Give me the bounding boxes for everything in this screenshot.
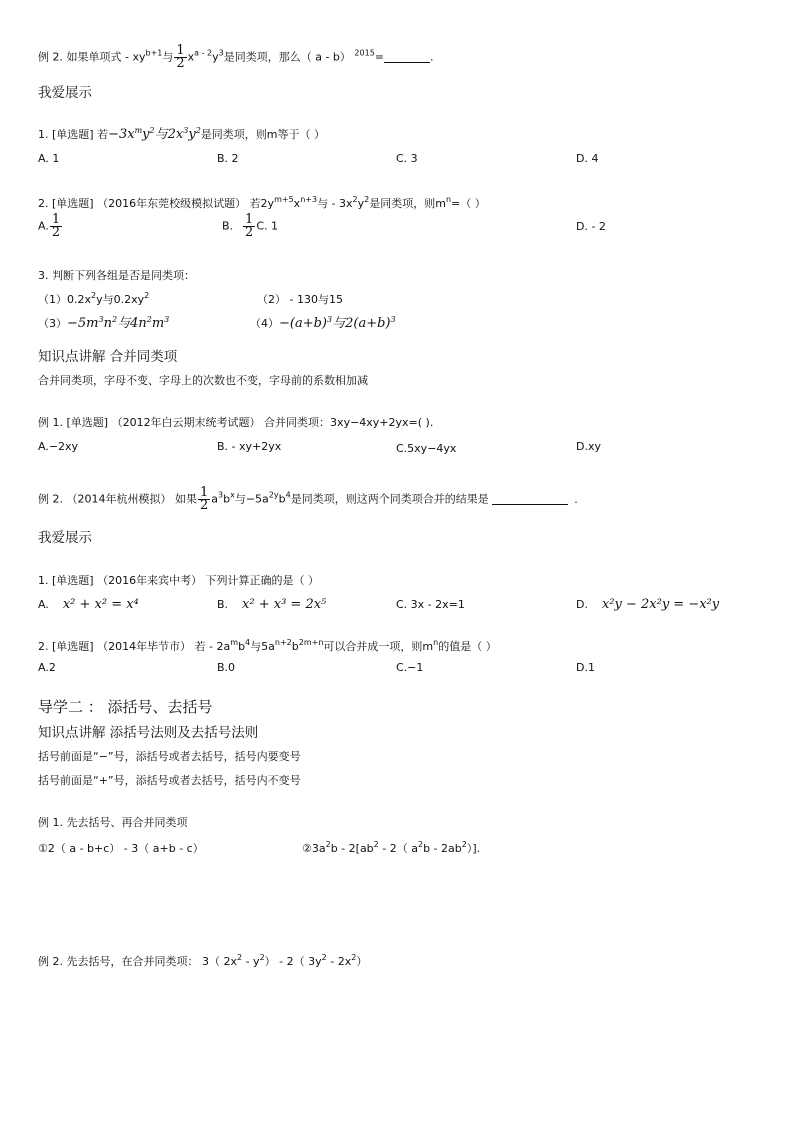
text: 是同类项，则m xyxy=(369,197,446,210)
exercise-2 xyxy=(302,841,480,857)
text: . xyxy=(574,492,578,506)
math: y xyxy=(142,127,150,142)
superscript: a - 2 xyxy=(194,48,213,58)
option-d[interactable]: D. 4 xyxy=(576,152,599,165)
superscript: m xyxy=(230,638,239,647)
text: y xyxy=(357,197,365,210)
text: x xyxy=(187,50,195,64)
example-2-merge xyxy=(38,487,578,512)
fraction xyxy=(243,214,255,239)
option-label: B. xyxy=(217,598,229,611)
numerator: 1 xyxy=(51,212,61,227)
superscript: 4 xyxy=(285,490,291,500)
superscript: 2015 xyxy=(354,48,375,58)
question-3-title: 3. 判断下列各组是否是同类项： xyxy=(38,269,195,282)
superscript: 2 xyxy=(351,953,357,962)
option-a[interactable] xyxy=(38,214,63,239)
superscript: 2 xyxy=(417,840,424,849)
superscript: 2 xyxy=(111,315,118,324)
q3-item-2: （2） - 130与15 xyxy=(257,293,343,306)
superscript: 3 xyxy=(98,315,104,324)
text: 与−5a xyxy=(234,492,269,506)
numerator: 1 xyxy=(199,485,209,500)
guide-heading: 导学二 ： 添括号、去括号 xyxy=(38,698,213,716)
text: ）]. xyxy=(466,842,481,855)
text: - y xyxy=(242,955,260,968)
superscript: x xyxy=(230,490,235,500)
option-c[interactable]: C. 1 xyxy=(256,219,279,233)
superscript: 3 xyxy=(164,315,170,324)
math: m xyxy=(151,316,165,331)
superscript: b+1 xyxy=(145,48,163,58)
option-c[interactable]: C.−1 xyxy=(396,661,424,674)
text: = xyxy=(374,50,384,64)
superscript: n+3 xyxy=(300,195,318,204)
option-a[interactable]: A.−2xy xyxy=(38,440,79,453)
exercise-1: ①2（ a - b+c） - 3（ a+b - c） xyxy=(38,842,204,855)
math: −(a+b) xyxy=(279,316,328,331)
math: −5m xyxy=(67,316,99,331)
text: 2. [单选题] （2016年东莞校级模拟试题） 若2y xyxy=(38,197,275,210)
option-label: B. xyxy=(222,219,234,233)
option-b[interactable]: B. 2 xyxy=(217,152,239,165)
text: （3） xyxy=(38,317,67,330)
math: 与4n xyxy=(117,316,147,331)
text: 是同类项，那么（ a - b） xyxy=(223,50,355,64)
text: ） xyxy=(356,955,368,968)
superscript: 3 xyxy=(183,126,189,135)
knowledge-text: 合并同类项，字母不变、字母上的次数也不变，字母前的系数相加减 xyxy=(38,374,368,387)
text: b xyxy=(278,492,286,506)
text: b - 2ab xyxy=(423,842,462,855)
denominator: 2 xyxy=(199,498,209,513)
superscript: 3 xyxy=(390,315,396,324)
section-heading: 我爱展示 xyxy=(38,530,92,546)
text: 2. [单选题] （2014年毕节市） 若 - 2a xyxy=(38,640,231,653)
option-c[interactable]: C. 3 xyxy=(396,152,418,165)
option-a[interactable] xyxy=(38,597,139,613)
option-label: A. xyxy=(38,219,49,233)
knowledge-title: 知识点讲解 合并同类项 xyxy=(38,349,178,365)
superscript: 2 xyxy=(461,840,467,849)
fraction xyxy=(50,214,62,239)
math: y xyxy=(188,127,196,142)
question-2 xyxy=(38,196,486,212)
math: x²y − 2x²y = −x²y xyxy=(601,597,720,612)
text: 可以合并成一项，则m xyxy=(323,640,434,653)
superscript: n xyxy=(433,638,439,647)
superscript: 2 xyxy=(195,126,201,135)
text: 与 - 3x xyxy=(317,197,353,210)
option-d[interactable]: D. - 2 xyxy=(576,220,606,233)
superscript: 2 xyxy=(352,195,358,204)
example-2-line xyxy=(38,45,434,70)
text: 的值是（ ） xyxy=(438,640,497,653)
text: b xyxy=(223,492,231,506)
option-d[interactable]: D.1 xyxy=(576,661,595,674)
example-2-brackets xyxy=(38,954,367,970)
numerator: 1 xyxy=(176,43,185,58)
text: 是同类项，则这两个同类项合并的结果是 xyxy=(290,492,493,506)
text: x xyxy=(293,197,301,210)
superscript: 2 xyxy=(91,291,97,300)
denominator: 2 xyxy=(51,225,61,240)
superscript: 2 xyxy=(149,126,155,135)
q3-item-3 xyxy=(38,316,169,332)
text: 是同类项，则m等于（ ） xyxy=(200,128,325,141)
option-a[interactable]: A.2 xyxy=(38,661,56,674)
superscript: m+5 xyxy=(274,195,294,204)
superscript: m xyxy=(134,126,143,135)
math: x² + x² = x⁴ xyxy=(62,597,139,612)
text: y xyxy=(212,50,219,64)
denominator: 2 xyxy=(245,225,254,240)
superscript: 3 xyxy=(327,315,333,324)
text: 与5a xyxy=(250,640,275,653)
superscript: 2 xyxy=(321,953,327,962)
math: 与2x xyxy=(154,127,184,142)
practice-2 xyxy=(38,639,497,655)
text: - 2（ a xyxy=(378,842,418,855)
option-b[interactable] xyxy=(222,214,278,239)
text: a xyxy=(211,492,219,506)
superscript: 3 xyxy=(218,490,224,500)
superscript: 2m+n xyxy=(298,638,324,647)
rule-plus: 括号前面是“+”号，添括号或者去括号，括号内不变号 xyxy=(38,774,301,787)
superscript: n+2 xyxy=(274,638,292,647)
text: b xyxy=(291,640,299,653)
math: n xyxy=(103,316,112,331)
answer-blank[interactable] xyxy=(492,504,568,505)
text: 与 xyxy=(162,50,174,64)
text: （1）0.2x xyxy=(38,293,92,306)
option-a[interactable]: A. 1 xyxy=(38,152,60,165)
text: b xyxy=(238,640,246,653)
text: =（ ） xyxy=(451,197,486,210)
superscript: 2 xyxy=(259,953,265,962)
q3-item-1 xyxy=(38,292,149,308)
section-heading: 我爱展示 xyxy=(38,85,92,101)
option-b[interactable] xyxy=(217,597,326,613)
math: −3x xyxy=(108,127,135,142)
example-1: 例 1. [单选题] （2012年白云期末统考试题） 合并同类项：3xy−4xy+2yx=( ). xyxy=(38,416,434,429)
example-1-brackets: 例 1. 先去括号、再合并同类项 xyxy=(38,816,188,829)
superscript: 2 xyxy=(373,840,379,849)
text: 1. [单选题] 若 xyxy=(38,128,109,141)
text: b - 2[ab xyxy=(330,842,374,855)
text: - 2x xyxy=(326,955,352,968)
option-d[interactable] xyxy=(576,597,719,613)
denominator: 2 xyxy=(176,56,185,71)
text: ） - 2（ 3y xyxy=(264,955,322,968)
option-b[interactable]: B. - xy+2yx xyxy=(217,440,282,453)
text: 例 2. 先去括号，在合并同类项： 3（ 2x xyxy=(38,955,237,968)
practice-1: 1. [单选题] （2016年来宾中考） 下列计算正确的是（ ） xyxy=(38,574,320,587)
superscript: 3 xyxy=(218,48,224,58)
knowledge-title: 知识点讲解 添括号法则及去括号法则 xyxy=(38,725,259,741)
numerator: 1 xyxy=(245,212,254,227)
superscript: 2 xyxy=(237,953,243,962)
option-label: D. xyxy=(576,598,588,611)
math: 与2(a+b) xyxy=(332,316,391,331)
text: 例 2. 如果单项式 - xy xyxy=(38,50,146,64)
superscript: 2 xyxy=(325,840,331,849)
superscript: 2 xyxy=(146,315,152,324)
math: x² + x³ = 2x⁵ xyxy=(242,597,327,612)
option-d[interactable]: D.xy xyxy=(576,440,601,453)
q3-item-4 xyxy=(250,316,396,332)
question-1 xyxy=(38,127,325,143)
text: . xyxy=(430,50,434,64)
option-c[interactable]: C.5xy−4yx xyxy=(396,442,457,455)
option-c[interactable]: C. 3x - 2x=1 xyxy=(396,598,465,611)
text: y与0.2xy xyxy=(96,293,145,306)
superscript: 2y xyxy=(268,490,279,500)
text: ②3a xyxy=(302,842,326,855)
option-b[interactable]: B.0 xyxy=(217,661,236,674)
answer-blank[interactable] xyxy=(384,62,430,63)
superscript: 2 xyxy=(144,291,150,300)
fraction xyxy=(174,45,186,70)
rule-minus: 括号前面是“−”号，添括号或者去括号，括号内要变号 xyxy=(38,750,301,763)
text: （4） xyxy=(250,317,279,330)
text: 例 2. （2014年杭州模拟） 如果 xyxy=(38,492,197,506)
superscript: 4 xyxy=(245,638,251,647)
superscript: 2 xyxy=(364,195,370,204)
superscript: n xyxy=(445,195,452,204)
fraction xyxy=(198,487,210,512)
option-label: A. xyxy=(38,598,49,611)
